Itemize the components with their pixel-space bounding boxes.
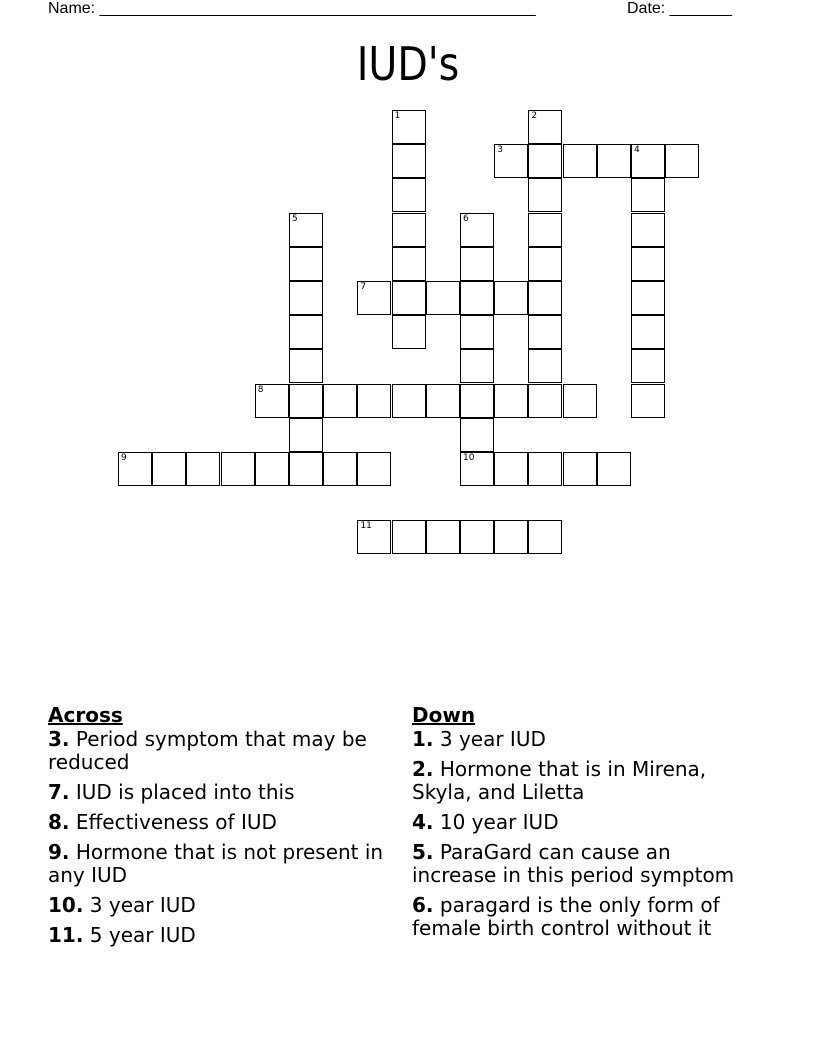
crossword-cell[interactable] xyxy=(460,281,494,315)
across-heading: Across xyxy=(48,703,123,727)
crossword-cell[interactable] xyxy=(528,144,562,178)
crossword-cell[interactable] xyxy=(152,452,186,486)
clue-number: 11. xyxy=(48,923,84,947)
cell-number: 9 xyxy=(121,453,127,463)
crossword-cell[interactable] xyxy=(323,452,357,486)
across-clue-9 xyxy=(48,841,393,887)
crossword-cell-6[interactable] xyxy=(460,213,494,247)
crossword-cell[interactable] xyxy=(528,315,562,349)
clue-number: 10. xyxy=(48,893,84,917)
down-clue-5 xyxy=(412,841,757,887)
cell-number: 1 xyxy=(394,111,401,121)
crossword-cell[interactable] xyxy=(357,452,391,486)
crossword-cell[interactable] xyxy=(528,281,562,315)
clue-number: 9. xyxy=(48,840,70,864)
crossword-cell[interactable] xyxy=(426,281,460,315)
down-clue-4 xyxy=(412,811,757,834)
cell-number: 2 xyxy=(531,111,538,121)
crossword-cell[interactable] xyxy=(426,520,460,554)
crossword-cell[interactable] xyxy=(460,349,494,383)
down-heading: Down xyxy=(412,703,476,727)
crossword-cell[interactable] xyxy=(289,247,323,281)
crossword-cell[interactable] xyxy=(631,213,665,247)
page-title: IUD's xyxy=(356,37,460,91)
cell-number: 10 xyxy=(463,453,475,463)
crossword-cell[interactable] xyxy=(392,281,426,315)
crossword-cell[interactable] xyxy=(460,247,494,281)
name-field[interactable]: Name: _________________________________________________ xyxy=(48,0,536,17)
crossword-cell[interactable] xyxy=(631,349,665,383)
crossword-cell-7[interactable] xyxy=(357,281,391,315)
crossword-cell-11[interactable] xyxy=(357,520,391,554)
clue-number: 4. xyxy=(412,810,434,834)
cell-number: 11 xyxy=(360,521,372,532)
crossword-cell-10[interactable] xyxy=(460,452,494,486)
down-clue-2 xyxy=(412,758,757,804)
crossword-cell[interactable] xyxy=(392,384,426,418)
date-field[interactable]: Date: _______ xyxy=(627,0,732,17)
crossword-cell[interactable] xyxy=(221,452,255,486)
clue-text: 10 year IUD xyxy=(439,810,559,834)
clue-text: Hormone that is not present in any IUD xyxy=(48,840,384,887)
clue-text: 3 year IUD xyxy=(439,727,546,751)
crossword-cell[interactable] xyxy=(392,315,426,349)
across-clue-3 xyxy=(48,728,393,774)
crossword-cell[interactable] xyxy=(460,418,494,452)
crossword-cell-1[interactable] xyxy=(392,110,426,144)
down-clues xyxy=(412,702,757,947)
clue-text: paragard is the only form of female birth control without it xyxy=(412,893,720,940)
crossword-cell[interactable] xyxy=(289,384,323,418)
clue-text: Period symptom that may be reduced xyxy=(48,727,367,774)
crossword-cell[interactable] xyxy=(460,384,494,418)
clue-number: 2. xyxy=(412,757,434,781)
crossword-cell[interactable] xyxy=(392,520,426,554)
clue-number: 7. xyxy=(48,780,70,804)
clue-number: 1. xyxy=(412,727,434,751)
crossword-cell[interactable] xyxy=(597,144,631,178)
crossword-cell[interactable] xyxy=(494,452,528,486)
crossword-cell[interactable] xyxy=(528,349,562,383)
crossword-cell[interactable] xyxy=(289,452,323,486)
cell-number: 7 xyxy=(360,282,367,292)
crossword-cell[interactable] xyxy=(631,247,665,281)
crossword-cell-4[interactable] xyxy=(631,144,665,178)
across-clue-7 xyxy=(48,781,393,804)
cell-number: 3 xyxy=(497,145,503,156)
across-clue-8 xyxy=(48,811,393,834)
crossword-cell[interactable] xyxy=(631,384,665,418)
crossword-cell[interactable] xyxy=(323,384,357,418)
cell-number: 4 xyxy=(634,145,640,156)
down-clue-6 xyxy=(412,894,757,940)
clue-number: 3. xyxy=(48,727,70,751)
down-clue-1 xyxy=(412,728,757,751)
clue-text: ParaGard can cause an increase in this period symptom xyxy=(412,840,735,887)
crossword-cell[interactable] xyxy=(426,384,460,418)
crossword-cell[interactable] xyxy=(494,281,528,315)
crossword-cell[interactable] xyxy=(528,178,562,212)
crossword-cell[interactable] xyxy=(494,384,528,418)
clue-text: 3 year IUD xyxy=(89,893,196,917)
crossword-cell[interactable] xyxy=(494,520,528,554)
crossword-cell[interactable] xyxy=(460,315,494,349)
clue-number: 5. xyxy=(412,840,434,864)
crossword-cell[interactable] xyxy=(186,452,220,486)
crossword-cell-2[interactable] xyxy=(528,110,562,144)
crossword-cell[interactable] xyxy=(289,281,323,315)
crossword-cell[interactable] xyxy=(528,213,562,247)
crossword-cell-3[interactable] xyxy=(494,144,528,178)
cell-number: 8 xyxy=(257,384,264,395)
clue-text: 5 year IUD xyxy=(89,923,196,947)
crossword-cell[interactable] xyxy=(563,384,597,418)
crossword-cell[interactable] xyxy=(563,452,597,486)
crossword-cell[interactable] xyxy=(289,349,323,383)
cell-number: 5 xyxy=(292,213,298,224)
clue-text: Hormone that is in Mirena, Skyla, and Liletta xyxy=(412,757,707,804)
crossword-cell[interactable] xyxy=(631,178,665,212)
crossword-cell-9[interactable] xyxy=(118,452,152,486)
crossword-cell[interactable] xyxy=(289,315,323,349)
crossword-cell[interactable] xyxy=(631,315,665,349)
crossword-cell[interactable] xyxy=(392,178,426,212)
crossword-cell[interactable] xyxy=(392,144,426,178)
crossword-cell[interactable] xyxy=(528,520,562,554)
crossword-cell[interactable] xyxy=(597,452,631,486)
crossword-cell[interactable] xyxy=(563,144,597,178)
clue-text: Effectiveness of IUD xyxy=(75,810,277,834)
clue-number: 6. xyxy=(412,893,434,917)
clue-text: IUD is placed into this xyxy=(75,780,295,804)
across-clue-11 xyxy=(48,924,393,947)
across-clue-10 xyxy=(48,894,393,917)
crossword-cell[interactable] xyxy=(460,520,494,554)
crossword-cell[interactable] xyxy=(289,418,323,452)
crossword-cell-8[interactable] xyxy=(255,384,289,418)
crossword-cell[interactable] xyxy=(392,213,426,247)
crossword-cell[interactable] xyxy=(528,247,562,281)
crossword-cell[interactable] xyxy=(631,281,665,315)
crossword-cell[interactable] xyxy=(528,452,562,486)
across-clues xyxy=(48,702,393,954)
crossword-cell[interactable] xyxy=(357,384,391,418)
crossword-cell-5[interactable] xyxy=(289,213,323,247)
clue-number: 8. xyxy=(48,810,70,834)
crossword-cell[interactable] xyxy=(255,452,289,486)
crossword-cell[interactable] xyxy=(392,247,426,281)
crossword-cell[interactable] xyxy=(528,384,562,418)
crossword-cell[interactable] xyxy=(665,144,699,178)
cell-number: 6 xyxy=(463,213,469,224)
